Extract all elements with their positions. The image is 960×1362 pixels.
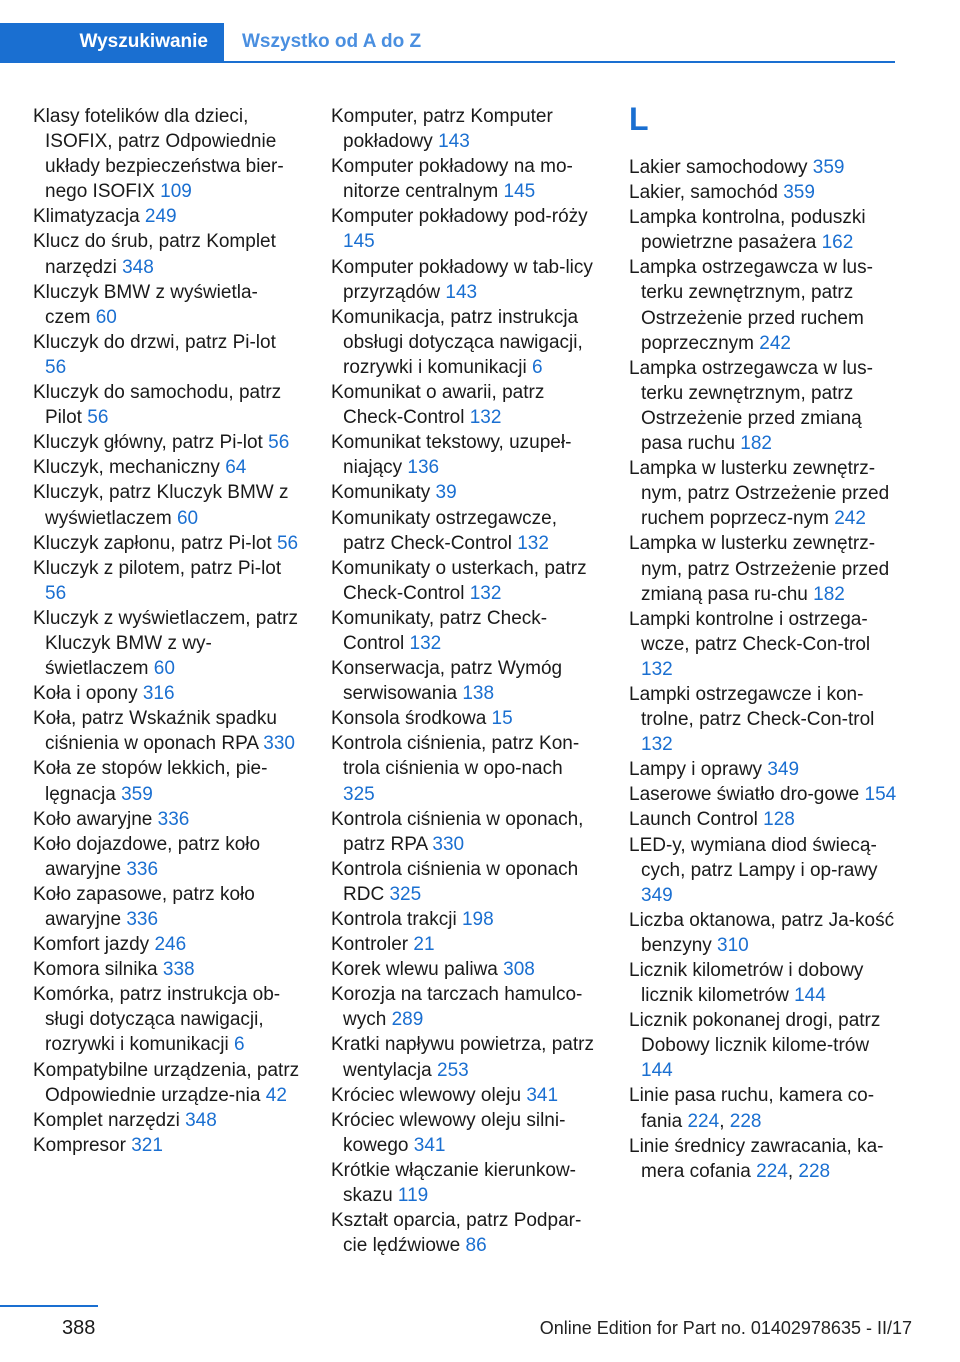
page-link[interactable]: 128 bbox=[763, 809, 795, 831]
page-link[interactable]: 132 bbox=[641, 658, 673, 680]
index-entry bbox=[331, 506, 599, 556]
entry-text: Lampka w lusterku zewnętrz‐nym, patrz Ostrzeżenie przed zmianą pasa ru‐chu bbox=[629, 533, 890, 605]
index-entry bbox=[33, 706, 301, 756]
page-link[interactable]: 56 bbox=[268, 432, 290, 454]
page-link[interactable]: 56 bbox=[87, 407, 109, 429]
index-entry bbox=[331, 606, 599, 656]
index-entry bbox=[33, 882, 301, 932]
footer-divider bbox=[0, 1305, 98, 1307]
page-link[interactable]: 341 bbox=[413, 1134, 446, 1156]
page-link[interactable]: 228 bbox=[798, 1160, 831, 1182]
index-entry bbox=[33, 807, 301, 832]
index-entry bbox=[331, 1158, 599, 1208]
entry-text: Kluczyk do samochodu, patrz Pilot bbox=[33, 382, 282, 429]
page-link[interactable]: 321 bbox=[131, 1134, 163, 1156]
entry-text: Komora silnika bbox=[33, 959, 163, 981]
entry-text: Lakier samochodowy bbox=[629, 157, 813, 178]
index-entry bbox=[331, 932, 599, 957]
page-link[interactable]: 56 bbox=[45, 582, 67, 604]
header-tabs bbox=[0, 23, 895, 63]
entry-text: Koło awaryjne bbox=[33, 808, 158, 830]
entry-text: Konserwacja, patrz Wymóg serwisowania bbox=[331, 658, 563, 705]
page-link[interactable]: 249 bbox=[144, 206, 177, 228]
page-link[interactable]: 330 bbox=[432, 833, 465, 855]
index-entry bbox=[629, 531, 901, 606]
entry-text: Licznik kilometrów i dobowy licznik kilometrów bbox=[629, 960, 864, 1007]
page-link[interactable]: 132 bbox=[409, 632, 442, 654]
entry-text: Lampy i oprawy bbox=[629, 759, 768, 781]
entry-text: Komunikacja, patrz instrukcja obsługi dotycząca nawigacji, rozrywki i komunikacji bbox=[331, 306, 583, 378]
entry-text: Klucz do śrub, patrz Komplet narzędzi bbox=[33, 231, 276, 278]
page-link[interactable]: 154 bbox=[864, 784, 897, 806]
page-link[interactable]: 308 bbox=[503, 959, 535, 981]
index-entry bbox=[33, 932, 301, 957]
index-entry bbox=[33, 430, 301, 455]
index-entry bbox=[331, 706, 599, 731]
entry-text: Koła, patrz Wskaźnik spadku ciśnienia w oponach RPA bbox=[33, 708, 277, 755]
index-column-1 bbox=[33, 104, 301, 1158]
page-link[interactable]: 228 bbox=[729, 1110, 762, 1132]
index-entry bbox=[629, 180, 901, 205]
page-link[interactable]: 136 bbox=[407, 457, 440, 479]
index-entry bbox=[629, 833, 901, 908]
entry-text: Komputer pokładowy w tab‐licy przyrządów bbox=[331, 256, 593, 303]
index-entry bbox=[331, 305, 599, 380]
page-link[interactable]: 198 bbox=[461, 909, 494, 930]
entry-text: Kontrola ciśnienia, patrz Kon‐trola ciśnienia w opo‐nach bbox=[331, 733, 580, 780]
entry-text: Komórka, patrz instrukcja ob‐sługi dotycząca nawigacji, rozrywki i komunikacji bbox=[33, 984, 281, 1056]
page-link[interactable]: 316 bbox=[142, 683, 175, 705]
page-link[interactable]: 109 bbox=[160, 181, 192, 203]
entry-text: Lakier, samochód bbox=[629, 182, 784, 204]
index-entry bbox=[629, 1008, 901, 1083]
entry-text: Lampka ostrzegawcza w lus‐terku zewnętrznym, patrz Ostrzeżenie przed zmianą pasa ruchu bbox=[629, 357, 873, 455]
index-entry bbox=[33, 556, 301, 606]
entry-text: Komunikat tekstowy, uzupeł‐niający bbox=[331, 432, 572, 479]
index-entry bbox=[33, 480, 301, 530]
index-entry bbox=[33, 204, 301, 229]
index-entry bbox=[33, 681, 301, 706]
page-link[interactable]: 143 bbox=[445, 281, 478, 303]
page-link[interactable]: 6 bbox=[233, 1034, 245, 1056]
entry-text: LED-y, wymiana diod świecą‐cych, patrz Lampy i op‐rawy bbox=[629, 834, 878, 881]
page-link[interactable]: 144 bbox=[641, 1060, 673, 1082]
page-link[interactable]: 359 bbox=[121, 783, 153, 805]
index-entry bbox=[629, 456, 901, 531]
entry-text: Kluczyk główny, patrz Pi‐lot bbox=[33, 432, 269, 454]
index-entry bbox=[33, 1108, 301, 1133]
entry-text: Lampka w lusterku zewnętrz‐nym, patrz Ostrzeżenie przed ruchem poprzecz‐nym bbox=[629, 458, 890, 530]
page-link[interactable]: 338 bbox=[162, 959, 195, 981]
index-entry bbox=[33, 531, 301, 556]
page-link[interactable]: 348 bbox=[122, 256, 154, 278]
page-link[interactable]: 224 bbox=[687, 1110, 720, 1132]
page-link[interactable]: 162 bbox=[821, 232, 854, 254]
index-entry bbox=[33, 832, 301, 882]
index-entry bbox=[331, 556, 599, 606]
page-link[interactable]: 145 bbox=[503, 181, 536, 203]
tab-a-to-z[interactable]: Wszystko od A do Z bbox=[242, 31, 422, 52]
entry-text: Korozja na tarczach hamulco‐wych bbox=[331, 984, 583, 1031]
page-link[interactable]: 224 bbox=[756, 1160, 788, 1182]
index-entry bbox=[331, 154, 599, 204]
index-entry bbox=[331, 1032, 599, 1082]
entry-text: Komputer pokładowy pod‐róży bbox=[331, 206, 588, 228]
page-link[interactable]: 56 bbox=[45, 356, 67, 378]
entry-text: Klimatyzacja bbox=[33, 206, 145, 228]
index-entry bbox=[33, 280, 301, 330]
page-link[interactable]: 119 bbox=[397, 1185, 429, 1207]
index-entry bbox=[629, 1083, 901, 1133]
index-entry bbox=[331, 204, 599, 254]
entry-text: Komunikat o awarii, patrz Check-Control bbox=[331, 382, 545, 429]
index-entry bbox=[629, 908, 901, 958]
page-number: 388 bbox=[62, 1317, 96, 1339]
entry-text: Komputer pokładowy na mo‐nitorze centralnym bbox=[331, 156, 573, 203]
index-entry bbox=[331, 857, 599, 907]
page-link[interactable]: 60 bbox=[153, 658, 175, 680]
index-column-3 bbox=[629, 101, 901, 1184]
entry-text: Lampka kontrolna, poduszki powietrzne pasażera bbox=[629, 207, 866, 254]
index-entry bbox=[33, 380, 301, 430]
index-entry bbox=[331, 957, 599, 982]
page-link[interactable]: 336 bbox=[126, 909, 159, 930]
page-link[interactable]: 132 bbox=[641, 734, 673, 756]
page-link[interactable]: 310 bbox=[717, 934, 749, 956]
page-link[interactable]: 182 bbox=[813, 583, 845, 605]
entry-text: Króciec wlewowy oleju silni‐kowego bbox=[331, 1109, 566, 1156]
entry-text: Komunikaty bbox=[331, 482, 436, 504]
index-entry bbox=[33, 1058, 301, 1108]
entry-text: Kontroler bbox=[331, 934, 414, 956]
index-entry bbox=[331, 731, 599, 806]
page-link[interactable]: 132 bbox=[517, 532, 549, 554]
entry-text: Koło dojazdowe, patrz koło awaryjne bbox=[33, 833, 261, 880]
index-entry bbox=[33, 229, 301, 279]
index-column-2 bbox=[331, 104, 599, 1258]
index-entry bbox=[629, 782, 901, 807]
entry-text: Kluczyk z pilotem, patrz Pi‐lot bbox=[33, 557, 282, 579]
entry-text: Koła ze stopów lekkich, pie‐lęgnacja bbox=[33, 758, 268, 805]
page-link[interactable]: 242 bbox=[834, 508, 866, 530]
page-link[interactable]: 349 bbox=[767, 759, 800, 781]
entry-text: , bbox=[787, 1160, 799, 1182]
page-link[interactable]: 336 bbox=[126, 858, 159, 880]
page-link[interactable]: 145 bbox=[343, 231, 375, 253]
entry-text: Kształt oparcia, patrz Podpar‐cie lędźwiowe bbox=[331, 1210, 582, 1257]
index-entry bbox=[331, 1108, 599, 1158]
entry-text: Komputer, patrz Komputer pokładowy bbox=[331, 106, 553, 153]
index-entry bbox=[331, 1208, 599, 1258]
index-entry bbox=[331, 807, 599, 857]
entry-text: Króciec wlewowy oleju bbox=[331, 1084, 527, 1106]
page-link[interactable]: 60 bbox=[95, 306, 117, 328]
page-link[interactable]: 325 bbox=[343, 783, 375, 805]
page-link[interactable]: 6 bbox=[531, 356, 543, 378]
index-entry bbox=[33, 1133, 301, 1158]
index-entry bbox=[629, 205, 901, 255]
entry-text: Komunikaty, patrz Check-Control bbox=[331, 607, 548, 654]
entry-text: Kontrola ciśnienia w oponach RDC bbox=[331, 858, 579, 905]
page-link[interactable]: 42 bbox=[265, 1084, 287, 1106]
section-letter: L bbox=[629, 101, 649, 137]
index-entry bbox=[629, 1134, 901, 1184]
page-link[interactable]: 21 bbox=[413, 934, 435, 956]
entry-text: Kluczyk, mechaniczny bbox=[33, 457, 226, 479]
page-link[interactable]: 359 bbox=[783, 182, 815, 204]
index-entry bbox=[629, 356, 901, 456]
page-link[interactable]: 242 bbox=[759, 332, 791, 354]
entry-text: Kompresor bbox=[33, 1134, 132, 1156]
index-entry bbox=[33, 455, 301, 480]
index-entry bbox=[33, 982, 301, 1057]
entry-text: Kompatybilne urządzenia, patrz Odpowiednie urządze‐nia bbox=[33, 1059, 300, 1106]
index-entry bbox=[629, 757, 901, 782]
index-entry bbox=[629, 807, 901, 832]
entry-text: Kluczyk BMW z wyświetla‐czem bbox=[33, 281, 258, 328]
entry-text: Klasy fotelików dla dzieci, ISOFIX, patrz Odpowiednie układy bezpieczeństwa bier‐nego ISOFIX bbox=[33, 106, 284, 203]
index-entry bbox=[331, 255, 599, 305]
page-link[interactable]: 336 bbox=[157, 808, 190, 830]
page-link[interactable]: 15 bbox=[491, 708, 513, 730]
entry-text: Kluczyk zapłonu, patrz Pi‐lot bbox=[33, 532, 277, 554]
entry-text: Kontrola trakcji bbox=[331, 909, 462, 930]
page-link[interactable]: 182 bbox=[740, 433, 772, 455]
page-link[interactable]: 289 bbox=[391, 1009, 424, 1031]
index-entry bbox=[33, 957, 301, 982]
index-entry bbox=[33, 756, 301, 806]
index-entry bbox=[629, 155, 901, 180]
page-link[interactable]: 341 bbox=[526, 1084, 559, 1106]
index-entry bbox=[331, 480, 599, 505]
index-entry bbox=[629, 958, 901, 1008]
index-entry bbox=[331, 907, 599, 932]
entry-text: Komplet narzędzi bbox=[33, 1109, 186, 1131]
entry-text: Kontrola ciśnienia w oponach, patrz RPA bbox=[331, 808, 584, 855]
page-link[interactable]: 246 bbox=[154, 934, 187, 956]
page-link[interactable]: 56 bbox=[276, 532, 299, 554]
entry-text: Korek wlewu paliwa bbox=[331, 959, 504, 981]
entry-text: Laserowe światło dro‐gowe bbox=[629, 784, 865, 806]
page-link[interactable]: 144 bbox=[794, 985, 826, 1007]
page-link[interactable]: 132 bbox=[469, 407, 502, 429]
index-entry bbox=[331, 104, 599, 154]
index-entry bbox=[331, 1083, 599, 1108]
index-entry bbox=[331, 656, 599, 706]
page-link[interactable]: 60 bbox=[176, 507, 199, 529]
entry-text: Kluczyk do drzwi, patrz Pi‐lot bbox=[33, 331, 276, 353]
entry-text: Koło zapasowe, patrz koło awaryjne bbox=[33, 883, 255, 930]
page-link[interactable]: 64 bbox=[225, 457, 247, 479]
entry-text: Lampki ostrzegawcze i kon‐trolne, patrz Check-Con‐trol bbox=[629, 683, 875, 731]
page-link[interactable]: 330 bbox=[263, 733, 295, 755]
page-link[interactable]: 143 bbox=[438, 131, 470, 153]
entry-text: Lampki kontrolne i ostrzega‐wcze, patrz Check-Con‐trol bbox=[629, 608, 871, 655]
entry-text: Komunikaty o usterkach, patrz Check-Control bbox=[331, 557, 587, 604]
entry-text: Linie pasa ruchu, kamera co‐fania bbox=[629, 1085, 875, 1132]
page-link[interactable]: 349 bbox=[641, 884, 673, 906]
entry-text: Kluczyk, patrz Kluczyk BMW z wyświetlaczem bbox=[33, 482, 289, 529]
entry-text: Liczba oktanowa, patrz Ja‐kość benzyny bbox=[629, 909, 895, 956]
entry-text: Koła i opony bbox=[33, 683, 143, 705]
entry-text: Krótkie włączanie kierunkow‐skazu bbox=[331, 1159, 576, 1207]
page-link[interactable]: 359 bbox=[812, 157, 845, 178]
entry-text: , bbox=[719, 1110, 730, 1132]
index-entry bbox=[331, 380, 599, 430]
index-entry bbox=[33, 606, 301, 681]
entry-text: Licznik pokonanej drogi, patrz Dobowy licznik kilome‐trów bbox=[629, 1010, 881, 1057]
entry-text: Komunikaty ostrzegawcze, patrz Check-Control bbox=[331, 507, 557, 554]
page-link[interactable]: 138 bbox=[462, 683, 495, 705]
entry-text: Launch Control bbox=[629, 809, 764, 831]
edition-note: Online Edition for Part no. 01402978635 - II/17 bbox=[539, 1318, 912, 1338]
page-link[interactable]: 253 bbox=[437, 1059, 469, 1081]
index-entry bbox=[331, 982, 599, 1032]
page-link[interactable]: 39 bbox=[435, 482, 457, 504]
index-entry bbox=[629, 682, 901, 757]
entry-text: Lampka ostrzegawcza w lus‐terku zewnętrznym, patrz Ostrzeżenie przed ruchem poprzecznym bbox=[629, 257, 873, 354]
page-link[interactable]: 348 bbox=[185, 1109, 217, 1131]
index-entry bbox=[629, 255, 901, 355]
entry-text: Linie średnicy zawracania, ka‐mera cofania bbox=[629, 1135, 884, 1182]
index-entry bbox=[629, 607, 901, 682]
entry-text: Kratki napływu powietrza, patrz wentylacja bbox=[331, 1034, 594, 1081]
page-link[interactable]: 325 bbox=[389, 883, 422, 905]
entry-text: Konsola środkowa bbox=[331, 708, 492, 730]
tab-search[interactable]: Wyszukiwanie bbox=[0, 23, 224, 61]
index-entry bbox=[331, 430, 599, 480]
page-link[interactable]: 132 bbox=[469, 582, 502, 604]
entry-text: Komfort jazdy bbox=[33, 934, 155, 956]
entry-text: Kluczyk z wyświetlaczem, patrz Kluczyk BMW z wy‐świetlaczem bbox=[33, 607, 299, 680]
index-entry bbox=[33, 330, 301, 380]
index-entry bbox=[33, 104, 301, 204]
page-link[interactable]: 86 bbox=[465, 1235, 487, 1257]
